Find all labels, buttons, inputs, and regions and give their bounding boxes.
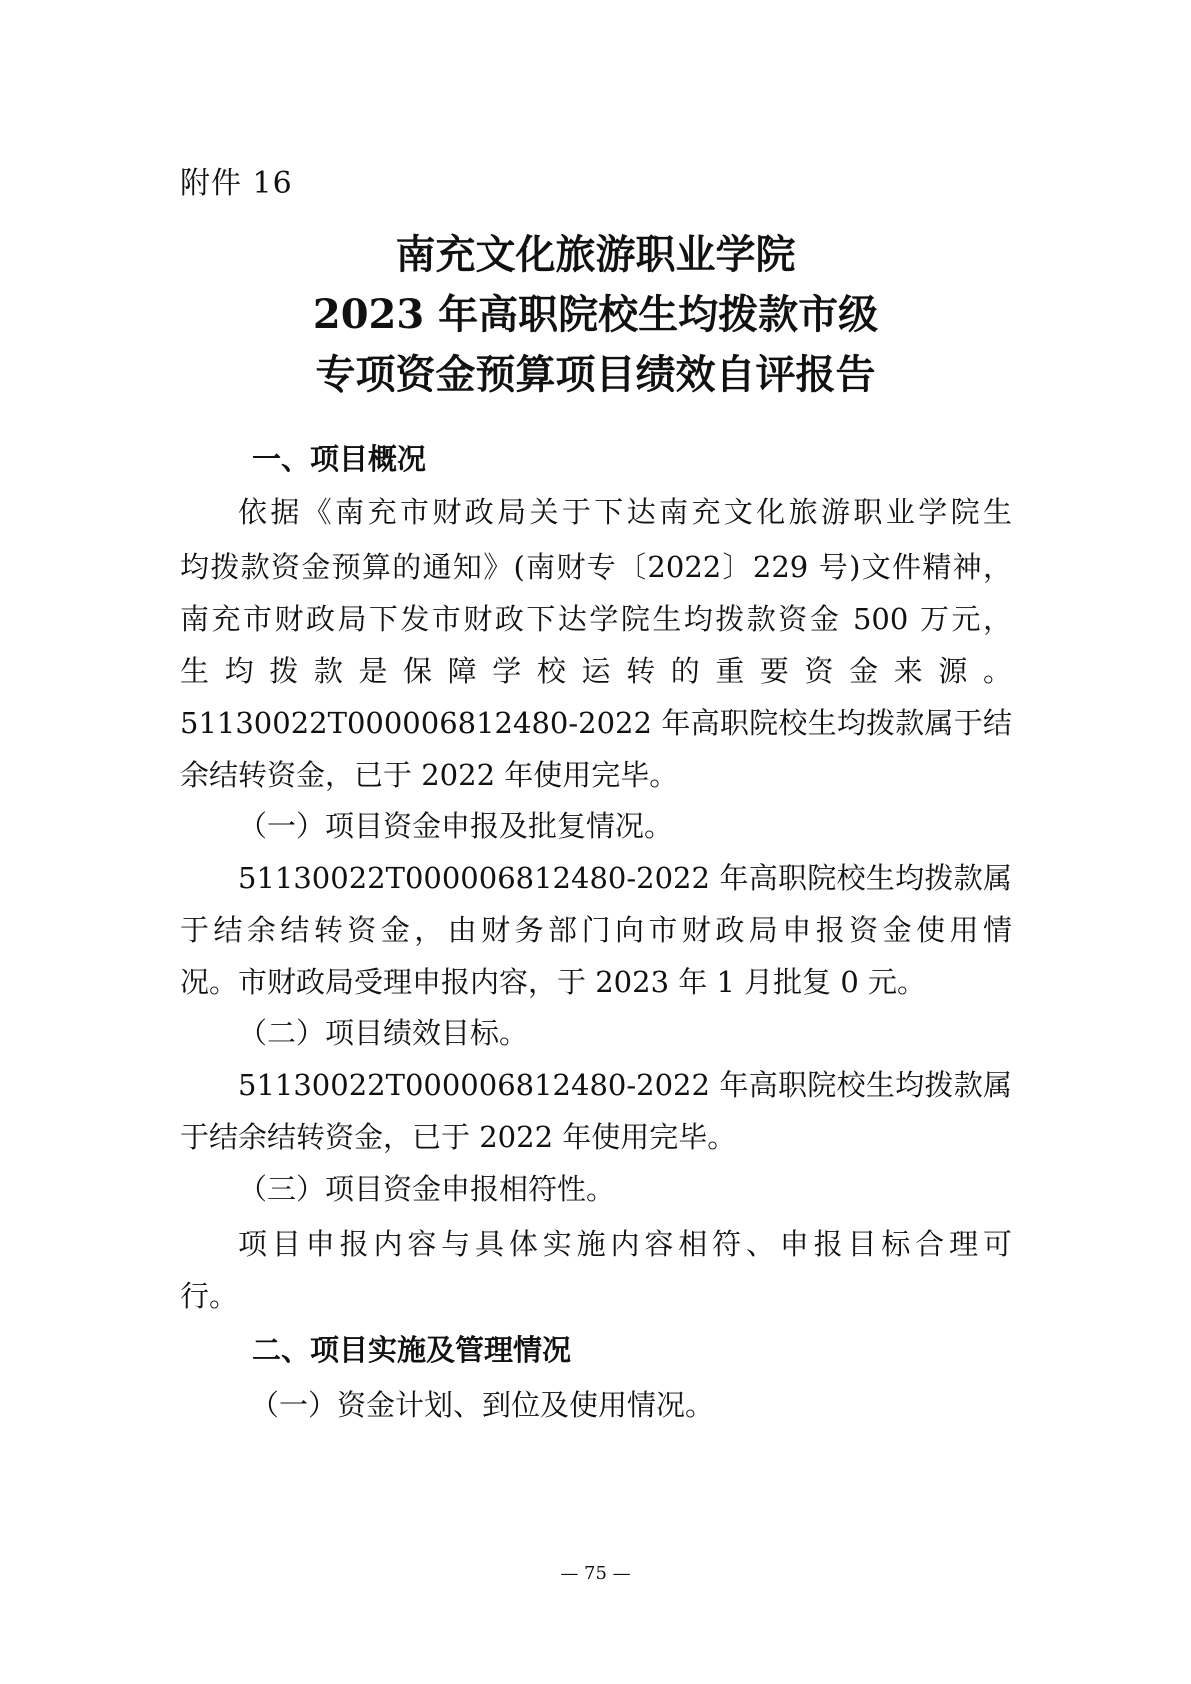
paragraph-line: 于结余结转资金，已于 2022 年使用完毕。	[180, 1120, 737, 1154]
paragraph-line: 依据《南充市财政局关于下达南充文化旅游职业学院生	[238, 495, 1012, 529]
paragraph-line: 况。市财政局受理申报内容，于 2023 年 1 月批复 0 元。	[180, 965, 927, 999]
paragraph-line: 生均拨款是保障学校运转的重要资金来源。	[180, 654, 1012, 688]
paragraph-line: 51130022T000006812480-2022 年高职院校生均拨款属	[238, 1068, 1012, 1102]
paragraph-line: 余结转资金，已于 2022 年使用完毕。	[180, 758, 679, 792]
attachment-label: 附件 16	[180, 166, 293, 201]
title-line-3: 专项资金预算项目绩效自评报告	[315, 351, 876, 398]
subsection-1-heading: （一）项目资金申报及批复情况。	[238, 809, 674, 843]
paragraph-line: 51130022T000006812480-2022 年高职院校生均拨款属	[238, 861, 1012, 895]
paragraph-line: 均拨款资金预算的通知》(南财专〔2022〕229 号)文件精神，	[180, 550, 1012, 584]
paragraph-line: 南充市财政局下发市财政下达学院生均拨款资金 500 万元，	[180, 602, 1012, 636]
paragraph-line: 项目申报内容与具体实施内容相符、申报目标合理可	[238, 1227, 1012, 1261]
title-line-2: 2023 年高职院校生均拨款市级	[312, 291, 879, 338]
section-2-subsection-1-heading: （一）资金计划、到位及使用情况。	[250, 1388, 715, 1422]
paragraph-line: 于结余结转资金，由财务部门向市财政局申报资金使用情	[180, 913, 1012, 947]
section-2-heading: 二、项目实施及管理情况	[252, 1333, 572, 1367]
paragraph-line: 行。	[180, 1279, 239, 1313]
subsection-3-heading: （三）项目资金申报相符性。	[238, 1172, 616, 1206]
title-line-1: 南充文化旅游职业学院	[395, 231, 796, 278]
section-1-heading: 一、项目概况	[252, 442, 427, 476]
paragraph-line: 51130022T000006812480-2022 年高职院校生均拨款属于结	[180, 706, 1012, 740]
page-number: — 75 —	[560, 1563, 631, 1584]
subsection-2-heading: （二）项目绩效目标。	[238, 1016, 529, 1050]
